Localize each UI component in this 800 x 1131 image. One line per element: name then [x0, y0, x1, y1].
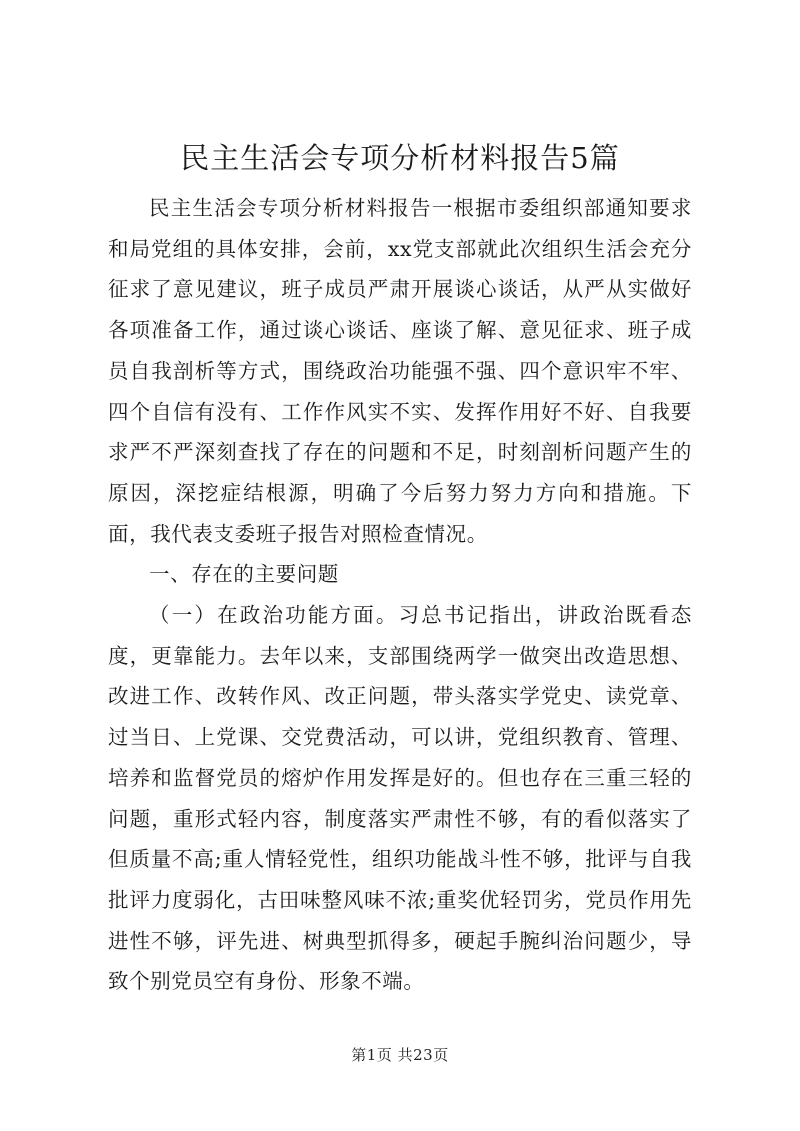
document-title: 民主生活会专项分析材料报告5篇: [180, 141, 620, 175]
document-body: [108, 188, 692, 1002]
intro-paragraph: 民主生活会专项分析材料报告一根据市委组织部通知要求和局党组的具体安排，会前，xx党支部就此次组织生活会充分征求了意见建议，班子成员严肃开展谈心谈话，从严从实做好各项准备工作，通过谈心谈话、座谈了解、意见征求、班子成员自我剖析等方式，围绕政治功能强不强、四个意识牢不牢、四个自信有没有、工作作风实不实、发挥作用好不好、自我要求严不严深刻查找了存在的问题和不足，时刻剖析问题产生的原因，深挖症结根源，明确了今后努力努力方向和措施。下面，我代表支委班子报告对照检查情况。: [108, 196, 692, 546]
page-number-footer: 第1页 共23页: [351, 1046, 449, 1064]
section-heading: 一、存在的主要问题: [149, 562, 339, 587]
body-paragraph: （一）在政治功能方面。习总书记指出，讲政治既看态度，更靠能力。去年以来，支部围绕两学一做突出改造思想、改进工作、改转作风、改正问题，带头落实学党史、读党章、过当日、上党课、交党费活动，可以讲，党组织教育、管理、培养和监督党员的熔炉作用发挥是好的。但也存在三重三轻的问题，重形式轻内容，制度落实严肃性不够，有的看似落实了但质量不高;重人情轻党性，组织功能战斗性不够，批评与自我批评力度弱化，古田味整风味不浓;重奖优轻罚劣，党员作用先进性不够，评先进、树典型抓得多，硬起手腕纠治问题少，导致个别党员空有身份、形象不端。: [108, 603, 692, 994]
